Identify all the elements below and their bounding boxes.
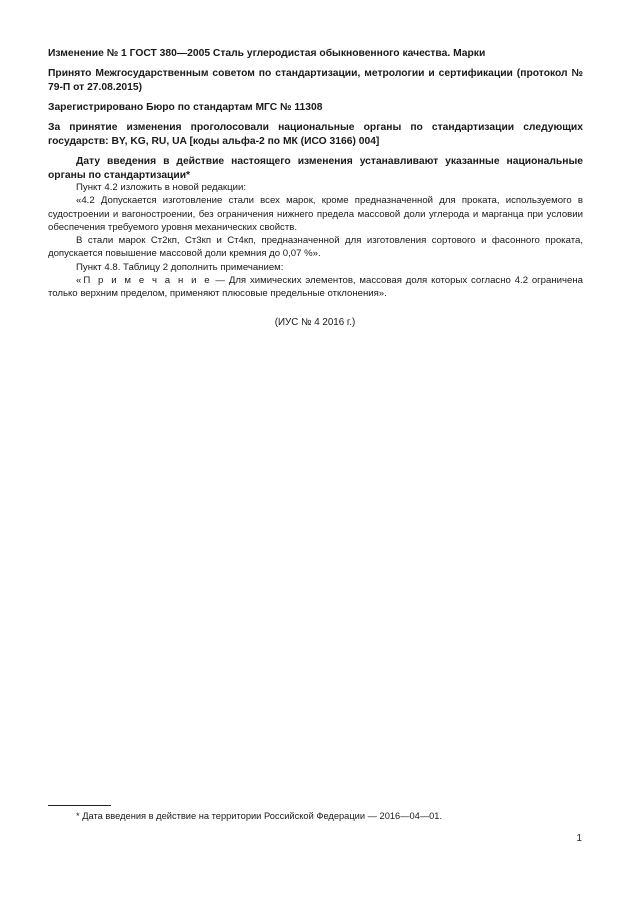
adoption-info: Принято Межгосударственным советом по стандартизации, метрологии и сертификации (протокол № 79-П от 27.08.2015) [48,68,583,93]
amendment-header [48,47,583,189]
note-text: — Для химических элементов, массовая доля которых согласно 4.2 ограничена только верхним пределом, применяют плюсовые предельные отклонения». [48,275,583,300]
footnote: * Дата введения в действие на территории Российской Федерации — 2016—04—01. [76,811,443,821]
paragraph-3: В стали марок Ст2кп, Ст3кп и Ст4кп, предназначенной для изготовления сортового и фасонного проката, допускается повышение массовой доли кремния до 0,07 %». [48,235,583,260]
amendment-title: Изменение № 1 ГОСТ 380—2005 Сталь углеродистая обыкновенного качества. Марки [48,48,486,59]
footnote-divider [48,805,111,806]
paragraph-5 [48,274,583,301]
paragraph-2: «4.2 Допускается изготовление стали всех марок, кроме предназначенной для проката, используемого в судостроении и вагоностроении, без ограничения нижнего предела массовой доли углерода и марганца при условии обеспечения требуемого уровня механических свойств. [48,195,583,233]
page-number: 1 [576,833,582,844]
voting-info: За принятие изменения проголосовали национальные органы по стандартизации следующих государств: BY, KG, RU, UA [коды альфа-2 по МК (ИСО 3166) 004] [48,122,583,147]
note-label: «П р и м е ч а н и е [76,275,212,287]
paragraph-1: Пункт 4.2 изложить в новой редакции: [76,182,246,193]
effective-date-info: Дату введения в действие настоящего изменения устанавливают указанные национальные органы по стандартизации* [48,156,583,181]
amendment-body [48,181,583,301]
registration-info: Зарегистрировано Бюро по стандартам МГС № 11308 [48,102,323,113]
ius-reference: (ИУС № 4 2016 г.) [274,317,356,328]
paragraph-4: Пункт 4.8. Таблицу 2 дополнить примечанием: [76,261,284,273]
